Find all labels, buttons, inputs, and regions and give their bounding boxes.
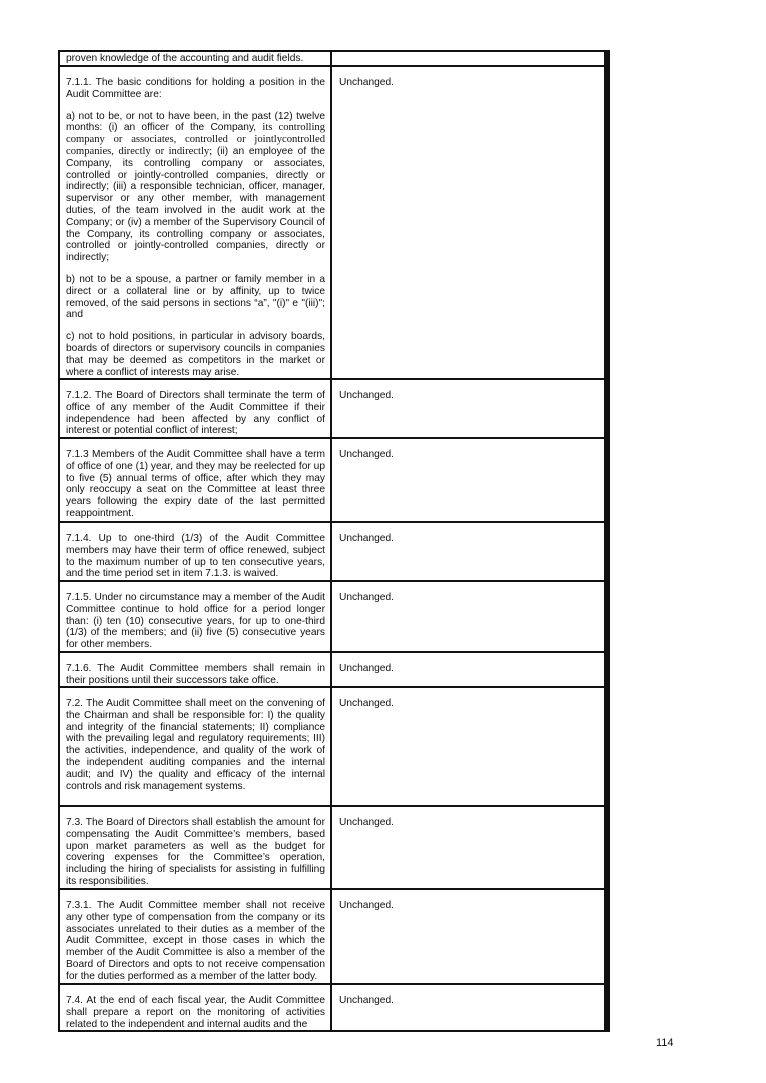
clause-item-c: c) not to hold positions, in particular in advisory boards, boards of directors or supervisory councils in companies that may be deemed as competitors in the market or where a conflict of interests may arise. (66, 331, 325, 378)
status-text: Unchanged. (339, 817, 394, 828)
table-cell-right (332, 439, 604, 521)
status-text: Unchanged. (339, 900, 394, 911)
clause-text: proven knowledge of the accounting and audit fields. (66, 53, 304, 64)
status-text: Unchanged. (339, 592, 394, 603)
table-cell-right (332, 380, 604, 437)
status-text: Unchanged. (339, 533, 394, 544)
clause-item-a-serif: its controlling company or associates, controlled or jointlycontrolled companies, directly or indirectly; (66, 122, 325, 157)
status-text: Unchanged. (339, 663, 394, 674)
table-cell-left (60, 439, 330, 521)
clause-text: 7.3. The Board of Directors shall establish the amount for compensating the Audit Committee’s members, based upon market parameters as well as the budget for covering expenses for the Committee’s operation, including the hiring of specialists for assisting in fulfilling its responsibilities. (66, 817, 325, 887)
status-text: Unchanged. (339, 390, 394, 401)
clause-text: 7.1.2. The Board of Directors shall terminate the term of office of any member of the Audit Committee if their independence had been affected by any conflict of interest or potential conflict of interest; (66, 390, 325, 437)
table-cell-right (332, 582, 604, 651)
clause-item-a (66, 111, 325, 264)
table-cell-right (332, 67, 604, 378)
table-cell-left (60, 67, 330, 378)
comparison-table (58, 50, 610, 1032)
clause-text: 7.1.5. Under no circumstance may a member of the Audit Committee continue to hold office for a period longer than: (i) ten (10) consecutive years, for up to one-third (1/3) of the members; and (ii) five (5) consecutive years for other members. (66, 592, 325, 651)
clause-text: 7.3.1. The Audit Committee member shall not receive any other type of compensation from the company or its associates unrelated to their duties as a member of the Audit Committee, except in those cases in which the member of the Audit Committee is also a member of the Board of Directors and opts to not receive compensation for the duties performed as a member of the latter body. (66, 900, 325, 982)
table-cell-left (60, 807, 330, 888)
clause-item-a-end: (ii) an employee of the Company, its controlling company or associates, controlled or jointly-controlled companies, directly or indirectly; (iii) a responsible technician, officer, manager, supervisor or any other member, with management duties, of the team involved in the audit work at the Company; or (iv) a member of the Supervisory Council of the Company, its controlling company or associates, controlled or jointly-controlled companies, directly or indirectly; (66, 145, 325, 264)
clause-text: 7.1.3 Members of the Audit Committee shall have a term of office of one (1) year, and they may be reelected for up to five (5) annual terms of office, after which they may only reoccupy a seat on the Committee at least three years following the expiry date of the last permitted reappointment. (66, 449, 325, 519)
status-text: Unchanged. (339, 449, 394, 460)
table-cell-left (60, 582, 330, 651)
table-cell-left (60, 523, 330, 580)
table-cell-right (332, 688, 604, 805)
table-cell-left (60, 890, 330, 983)
table-cell-left (60, 985, 330, 1030)
table-cell-left (60, 688, 330, 805)
table-cell-left (60, 52, 330, 65)
clause-text: 7.4. At the end of each fiscal year, the Audit Committee shall prepare a report on the monitoring of activities related to the independent and internal audits and the (66, 995, 325, 1030)
status-text: Unchanged. (339, 77, 394, 88)
clause-intro: 7.1.1. The basic conditions for holding a position in the Audit Committee are: (66, 77, 325, 100)
status-text: Unchanged. (339, 698, 394, 709)
table-cell-right (332, 890, 604, 983)
clause-text: 7.2. The Audit Committee shall meet on the convening of the Chairman and shall be responsible for: I) the quality and integrity of the financial statements; II) compliance with the prevailing legal and regulatory requirements; III) the activities, independence, and quality of the work of the independent auditing companies and the internal audit; and IV) the quality and efficacy of the internal controls and risk management systems. (66, 698, 325, 792)
table-cell-right (332, 523, 604, 580)
clause-text: 7.1.4. Up to one-third (1/3) of the Audit Committee members may have their term of office renewed, subject to the maximum number of up to ten consecutive years, and the time period set in item 7.1.3. is waived. (66, 533, 325, 580)
page-number: 114 (656, 1037, 674, 1049)
table-cell-right (332, 653, 604, 686)
table-cell-left (60, 653, 330, 686)
table-cell-right (332, 985, 604, 1030)
clause-text: 7.1.6. The Audit Committee members shall remain in their positions until their successors take office. (66, 663, 325, 686)
status-text: Unchanged. (339, 995, 394, 1006)
clause-item-a-start: a) not to be, or not to have been, in the past (12) twelve months: (i) an officer of the Company, (66, 110, 325, 134)
clause-item-b: b) not to be a spouse, a partner or family member in a direct or a collateral line or by affinity, up to twice removed, of the said persons in sections “a”, "(i)" e "(iii)"; and (66, 273, 325, 321)
table-cell-right (332, 52, 604, 65)
table-cell-left (60, 380, 330, 437)
table-cell-right (332, 807, 604, 888)
